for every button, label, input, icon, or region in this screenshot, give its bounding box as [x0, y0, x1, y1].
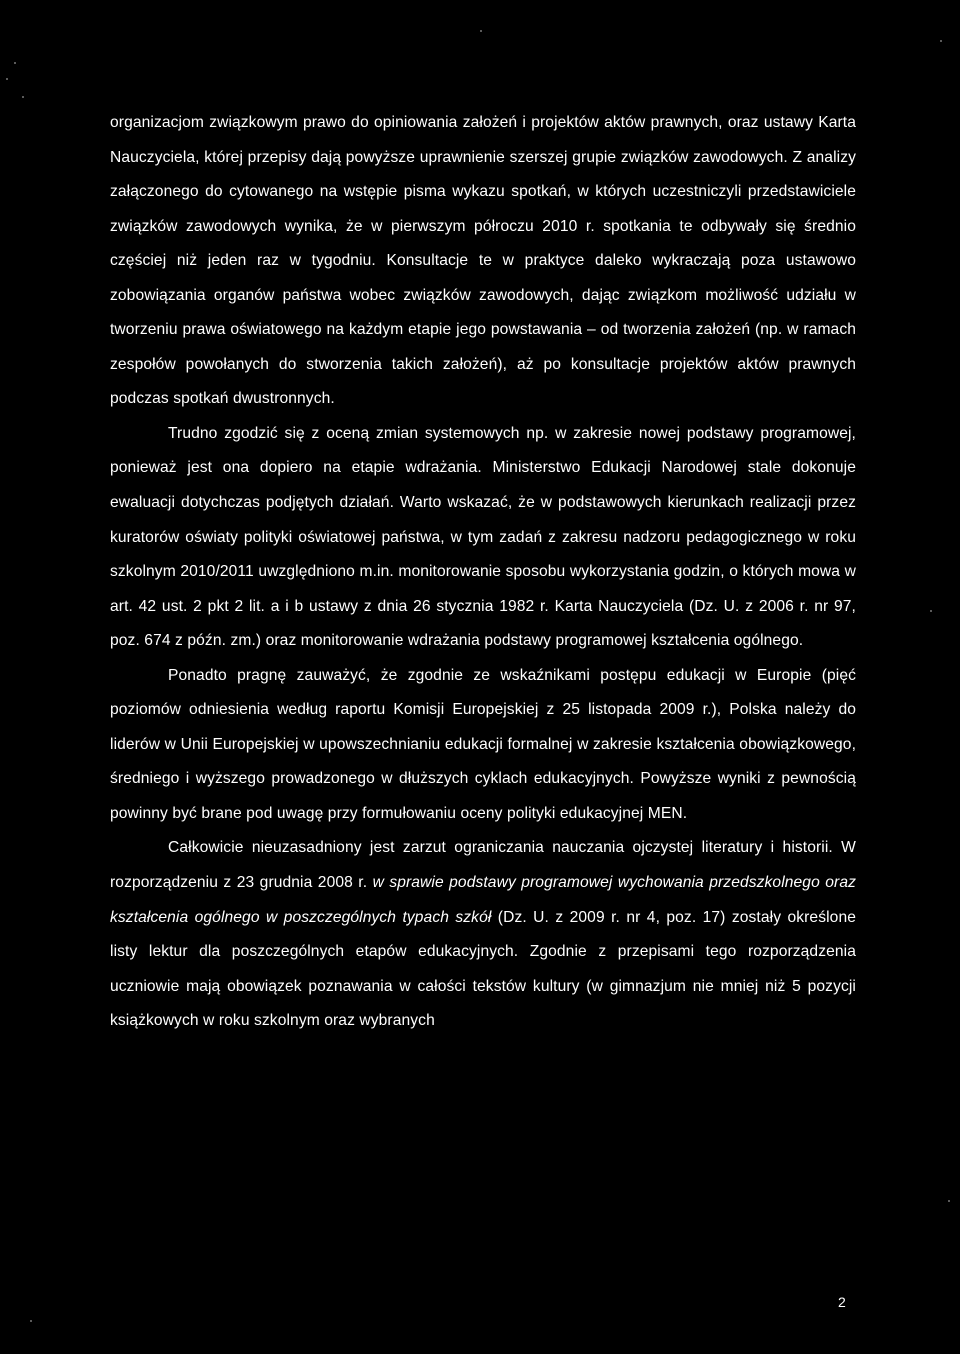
scan-speck	[940, 40, 942, 42]
paragraph-4	[110, 831, 856, 1038]
body-text	[110, 106, 856, 1039]
scan-speck	[930, 610, 932, 612]
scan-speck	[948, 1200, 950, 1202]
scan-speck	[6, 78, 8, 80]
paragraph-4-text-b: (Dz. U. z 2009 r. nr 4, poz. 17) zostały określone listy lektur dla poszczególnych etapów edukacyjnych. Zgodnie z przepisami tego rozporządzenia uczniowie mają obowiązek poznawania w całości tekstów kultury (w gimnazjum nie mniej niż 5 pozycji książkowych w roku szkolnym oraz wybranych	[110, 908, 856, 1030]
page-number: 2	[838, 1294, 846, 1310]
scan-speck	[14, 62, 16, 64]
paragraph-3	[110, 659, 856, 832]
paragraph-3-text: Ponadto pragnę zauważyć, że zgodnie ze wskaźnikami postępu edukacji w Europie (pięć poziomów odniesienia według raportu Komisji Europejskiej z 25 listopada 2009 r.), Polska należy do liderów w Unii Europejskiej w upowszechnianiu edukacji formalnej w zakresie kształcenia obowiązkowego, średniego i wyższego prowadzonego w dłuższych cyklach edukacyjnych. Powyższe wyniki z pewnością powinny być brane pod uwagę przy formułowaniu oceny polityki edukacyjnej MEN.	[110, 666, 856, 822]
paragraph-4-regulation-title: w sprawie podstawy programowej wychowania przedszkolnego oraz kształcenia ogólnego w poszczególnych typach szkół	[110, 874, 856, 926]
scan-speck	[22, 96, 24, 98]
paragraph-2	[110, 417, 856, 659]
paragraph-2-text: Trudno zgodzić się z oceną zmian systemowych np. w zakresie nowej podstawy programowej, ponieważ jest ona dopiero na etapie wdrażania. Ministerstwo Edukacji Narodowej stale dokonuje ewaluacji dotychczas podjętych działań. Warto wskazać, że w podstawowych kierunkach realizacji przez kuratorów oświaty polityki oświatowej państwa, w tym zadań z zakresu nadzoru pedagogicznego w roku szkolnym 2010/2011 uwzględniono m.in. monitorowanie sposobu wykorzystania godzin, o których mowa w art. 42 ust. 2 pkt 2 lit. a i b ustawy z dnia 26 stycznia 1982 r. Karta Nauczyciela (Dz. U. z 2006 r. nr 97, poz. 674 z późn. zm.) oraz monitorowanie wdrażania podstawy programowej kształcenia ogólnego.	[110, 424, 856, 650]
scan-speck	[480, 30, 482, 32]
scan-speck	[30, 1320, 32, 1322]
paragraph-4-text-a: Całkowicie nieuzasadniony jest zarzut ograniczania nauczania ojczystej literatury i historii. W rozporządzeniu z 23 grudnia 2008 r.	[110, 839, 856, 892]
paragraph-1	[110, 106, 856, 417]
paragraph-1-text: organizacjom związkowym prawo do opiniowania założeń i projektów aktów prawnych, oraz ustawy Karta Nauczyciela, której przepisy dają powyższe uprawnienie szerszej grupie związków zawodowych. Z analizy załączonego do cytowanego na wstępie pisma wykazu spotkań, w których uczestniczyli przedstawiciele związków zawodowych wynika, że w pierwszym półroczu 2010 r. spotkania te odbywały się średnio częściej niż jeden raz w tygodniu. Konsultacje te w praktyce daleko wykraczają poza ustawowo zobowiązania organów państwa wobec związków zawodowych, dając związkom możliwość udziału w tworzeniu prawa oświatowego na każdym etapie jego powstawania – od tworzenia założeń (np. w ramach zespołów powołanych do stworzenia takich założeń), aż po konsultacje projektów aktów prawnych podczas spotkań dwustronnych.	[110, 114, 856, 408]
